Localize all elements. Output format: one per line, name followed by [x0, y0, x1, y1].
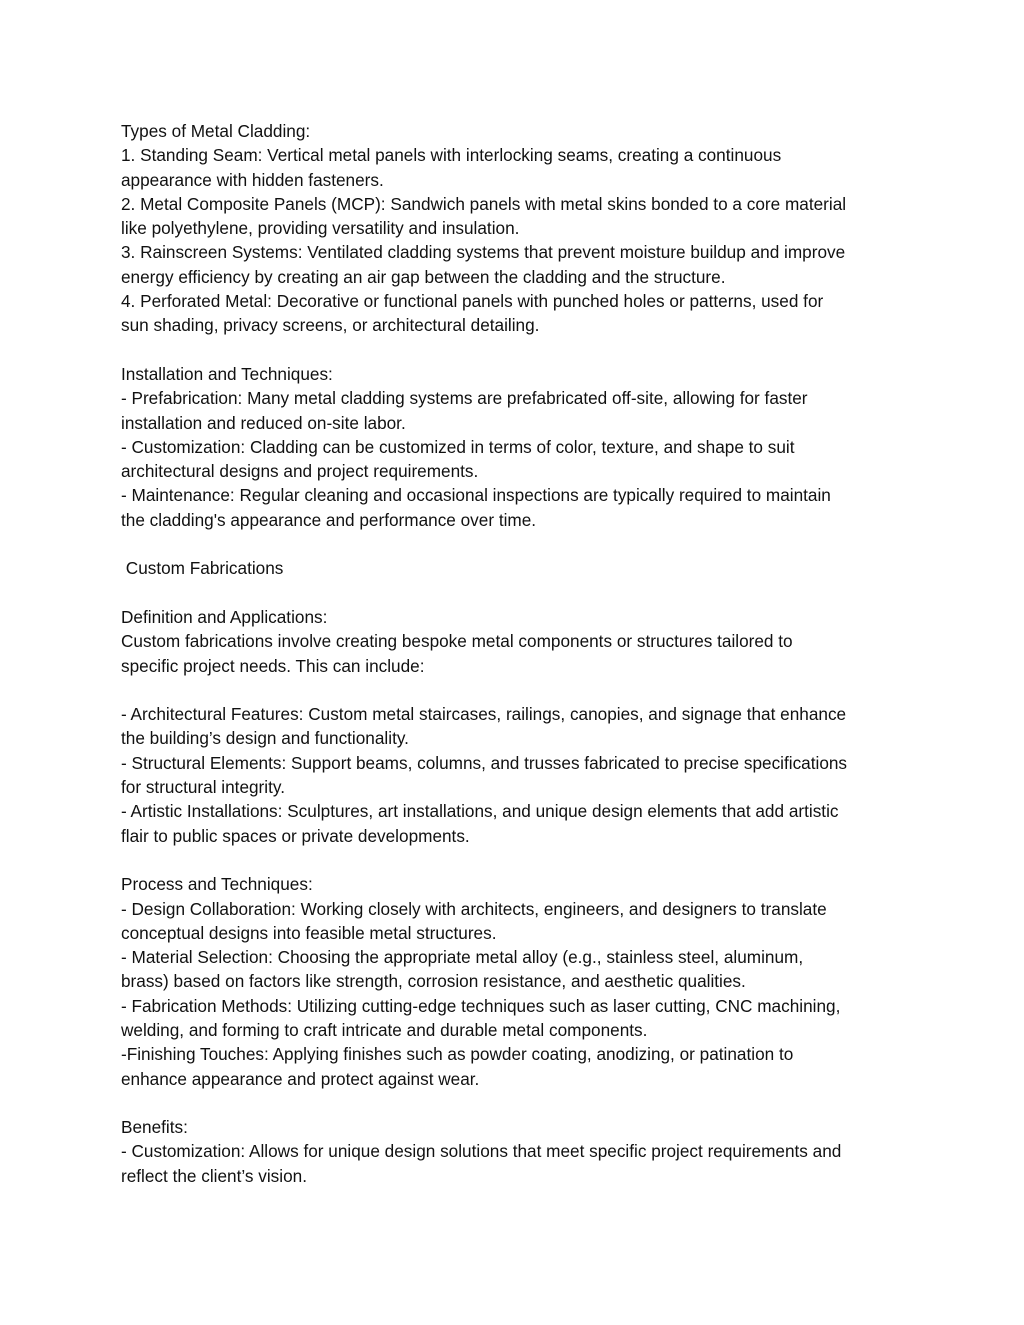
list-item-line: - Prefabrication: Many metal cladding systems are prefabricated off-site, allowing for faster: [121, 388, 808, 409]
list-item-line: - Design Collaboration: Working closely with architects, engineers, and designers to translate: [121, 898, 827, 919]
list-item-line: - Fabrication Methods: Utilizing cutting-edge techniques such as laser cutting, CNC machining,: [121, 995, 841, 1016]
paragraph-spacer: [121, 532, 911, 556]
list-item-line: appearance with hidden fasteners.: [121, 169, 384, 190]
paragraph-spacer: [121, 1091, 911, 1115]
list-item-line: like polyethylene, providing versatility and insulation.: [121, 218, 520, 239]
list-item-line: reflect the client’s vision.: [121, 1165, 307, 1186]
list-item: [121, 192, 911, 241]
list-item: [121, 289, 911, 338]
list-item: [121, 386, 911, 435]
list-item-line: - Customization: Cladding can be customized in terms of color, texture, and shape to suit: [121, 436, 795, 457]
list-item-line: - Customization: Allows for unique design solutions that meet specific project requirements and: [121, 1141, 842, 1162]
list-item-line: 2. Metal Composite Panels (MCP): Sandwich panels with metal skins bonded to a core material: [121, 193, 847, 214]
list-item: [121, 1042, 911, 1091]
list-item: [121, 435, 911, 484]
list-item: [121, 240, 911, 289]
list-item-line: - Artistic Installations: Sculptures, art installations, and unique design elements that add artistic: [121, 801, 839, 822]
list-item-line: - Material Selection: Choosing the appropriate metal alloy (e.g., stainless steel, aluminum,: [121, 947, 804, 968]
list-item-line: -Finishing Touches: Applying finishes such as powder coating, anodizing, or patination to: [121, 1044, 794, 1065]
list-item: [121, 945, 911, 994]
paragraph-line: specific project needs. This can include:: [121, 655, 425, 676]
list-item: [121, 751, 911, 800]
section-title-custom-fabrications: Custom Fabrications: [121, 558, 284, 579]
list-item-line: sun shading, privacy screens, or architectural detailing.: [121, 315, 540, 336]
paragraph-line: Custom fabrications involve creating bespoke metal components or structures tailored to: [121, 631, 793, 652]
list-item-line: conceptual designs into feasible metal structures.: [121, 922, 497, 943]
section-heading-cladding: Types of Metal Cladding:: [121, 121, 311, 141]
list-item-line: 4. Perforated Metal: Decorative or functional panels with punched holes or patterns, used for: [121, 291, 824, 312]
list-item: [121, 702, 911, 751]
list-item-line: architectural designs and project requirements.: [121, 461, 479, 482]
list-item-line: 3. Rainscreen Systems: Ventilated cladding systems that prevent moisture buildup and improve: [121, 242, 846, 263]
section-heading-process: Process and Techniques:: [121, 874, 313, 895]
list-item-line: energy efficiency by creating an air gap between the cladding and the structure.: [121, 266, 726, 287]
list-item-line: 1. Standing Seam: Vertical metal panels with interlocking seams, creating a continuous: [121, 145, 782, 166]
list-item-line: for structural integrity.: [121, 777, 285, 798]
list-item-line: brass) based on factors like strength, corrosion resistance, and aesthetic qualities.: [121, 971, 746, 992]
list-item-line: the building’s design and functionality.: [121, 728, 409, 749]
paragraph-spacer: [121, 678, 911, 702]
paragraph-spacer: [121, 848, 911, 872]
list-item-line: - Structural Elements: Support beams, columns, and trusses fabricated to precise specifications: [121, 752, 848, 773]
list-item: [121, 143, 911, 192]
list-item-line: - Maintenance: Regular cleaning and occasional inspections are typically required to maintain: [121, 485, 831, 506]
list-item-line: enhance appearance and protect against wear.: [121, 1068, 480, 1089]
paragraph-spacer: [121, 581, 911, 605]
document-page: [121, 119, 911, 1188]
section-heading-benefits: Benefits:: [121, 1117, 188, 1138]
list-item-line: installation and reduced on-site labor.: [121, 412, 406, 433]
list-item-line: welding, and forming to craft intricate and durable metal components.: [121, 1019, 648, 1040]
section-heading-installation: Installation and Techniques:: [121, 363, 333, 384]
list-item: [121, 994, 911, 1043]
list-item: [121, 897, 911, 946]
paragraph-spacer: [121, 338, 911, 362]
list-item: [121, 483, 911, 532]
list-item-line: - Architectural Features: Custom metal staircases, railings, canopies, and signage that enhance: [121, 704, 847, 725]
list-item-line: the cladding's appearance and performance over time.: [121, 509, 537, 530]
list-item-line: flair to public spaces or private developments.: [121, 825, 470, 846]
list-item: [121, 1139, 911, 1188]
section-heading-definition: Definition and Applications:: [121, 606, 328, 627]
intro-paragraph: [121, 629, 911, 678]
list-item: [121, 799, 911, 848]
